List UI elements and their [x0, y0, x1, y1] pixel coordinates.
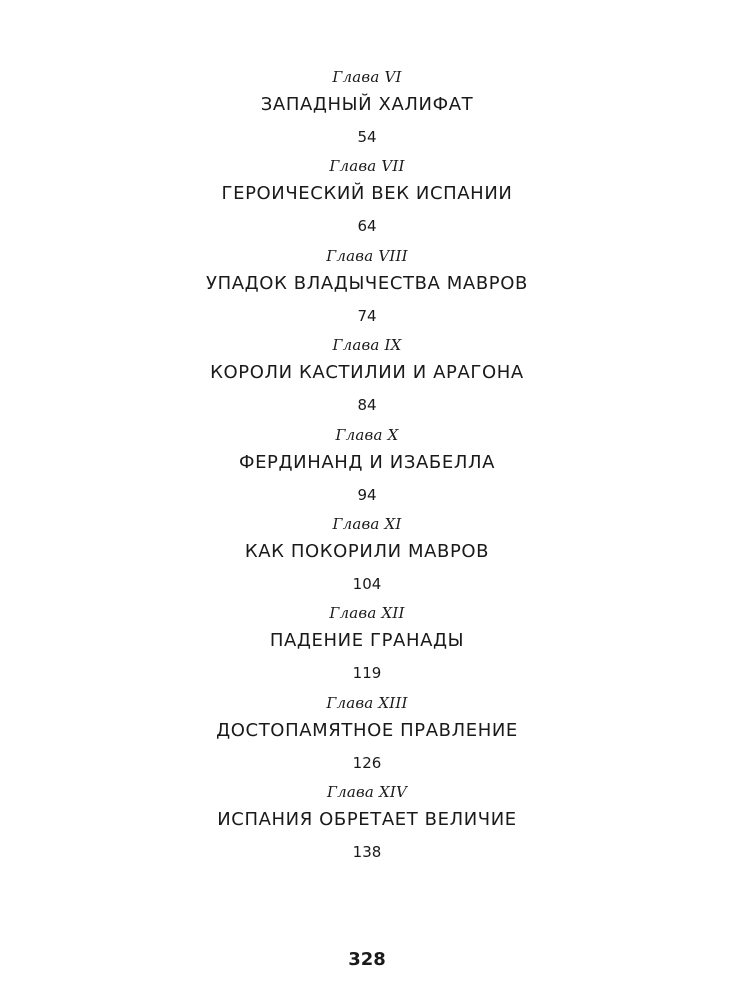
chapter-title: ДОСТОПАМЯТНОЕ ПРАВЛЕНИЕ — [216, 719, 518, 741]
chapter-page-number: 126 — [352, 753, 382, 772]
chapter-title: КОРОЛИ КАСТИЛИИ И АРАГОНА — [210, 362, 524, 384]
chapter-title: ФЕРДИНАНД И ИЗАБЕЛЛА — [238, 451, 496, 473]
toc-entry — [0, 602, 734, 691]
toc-entry — [0, 424, 734, 513]
chapter-page-number: 119 — [352, 664, 382, 683]
chapter-title: УПАДОК ВЛАДЫЧЕСТВА МАВРОВ — [206, 272, 528, 294]
chapter-title: ЗАПАДНЫЙ ХАЛИФАТ — [260, 94, 474, 115]
chapter-label: Глава XIV — [326, 783, 408, 802]
chapter-title: КАК ПОКОРИЛИ МАВРОВ — [244, 540, 490, 562]
chapter-title: ИСПАНИЯ ОБРЕТАЕТ ВЕЛИЧИЕ — [217, 809, 517, 831]
folio-page-number: 328 — [348, 949, 386, 970]
chapter-label: Глава IX — [332, 336, 402, 355]
toc-entry — [0, 513, 734, 602]
toc-entry — [0, 155, 734, 244]
chapter-label: Глава X — [335, 425, 399, 444]
toc-entry — [0, 245, 734, 334]
toc-entry — [0, 692, 734, 781]
chapter-label: Глава XII — [329, 604, 405, 623]
toc-entry — [0, 66, 734, 155]
chapter-page-number: 54 — [357, 128, 377, 146]
chapter-title: ПАДЕНИЕ ГРАНАДЫ — [269, 630, 465, 652]
toc-entry — [0, 334, 734, 423]
chapter-page-number: 84 — [357, 396, 377, 415]
chapter-page-number: 94 — [357, 485, 377, 504]
chapter-label: Глава XIII — [326, 693, 408, 712]
toc-entry — [0, 781, 734, 870]
chapter-page-number: 74 — [357, 306, 377, 325]
chapter-label: Глава VII — [329, 157, 405, 176]
chapter-page-number: 64 — [357, 217, 377, 236]
chapter-label: Глава VIII — [326, 246, 408, 265]
chapter-title: ГЕРОИЧЕСКИЙ ВЕК ИСПАНИИ — [221, 183, 513, 205]
chapter-page-number: 104 — [352, 574, 382, 593]
chapter-page-number: 138 — [352, 843, 382, 862]
table-of-contents — [0, 66, 734, 871]
chapter-label: Глава XI — [332, 514, 402, 533]
chapter-label: Глава VI — [332, 68, 402, 86]
